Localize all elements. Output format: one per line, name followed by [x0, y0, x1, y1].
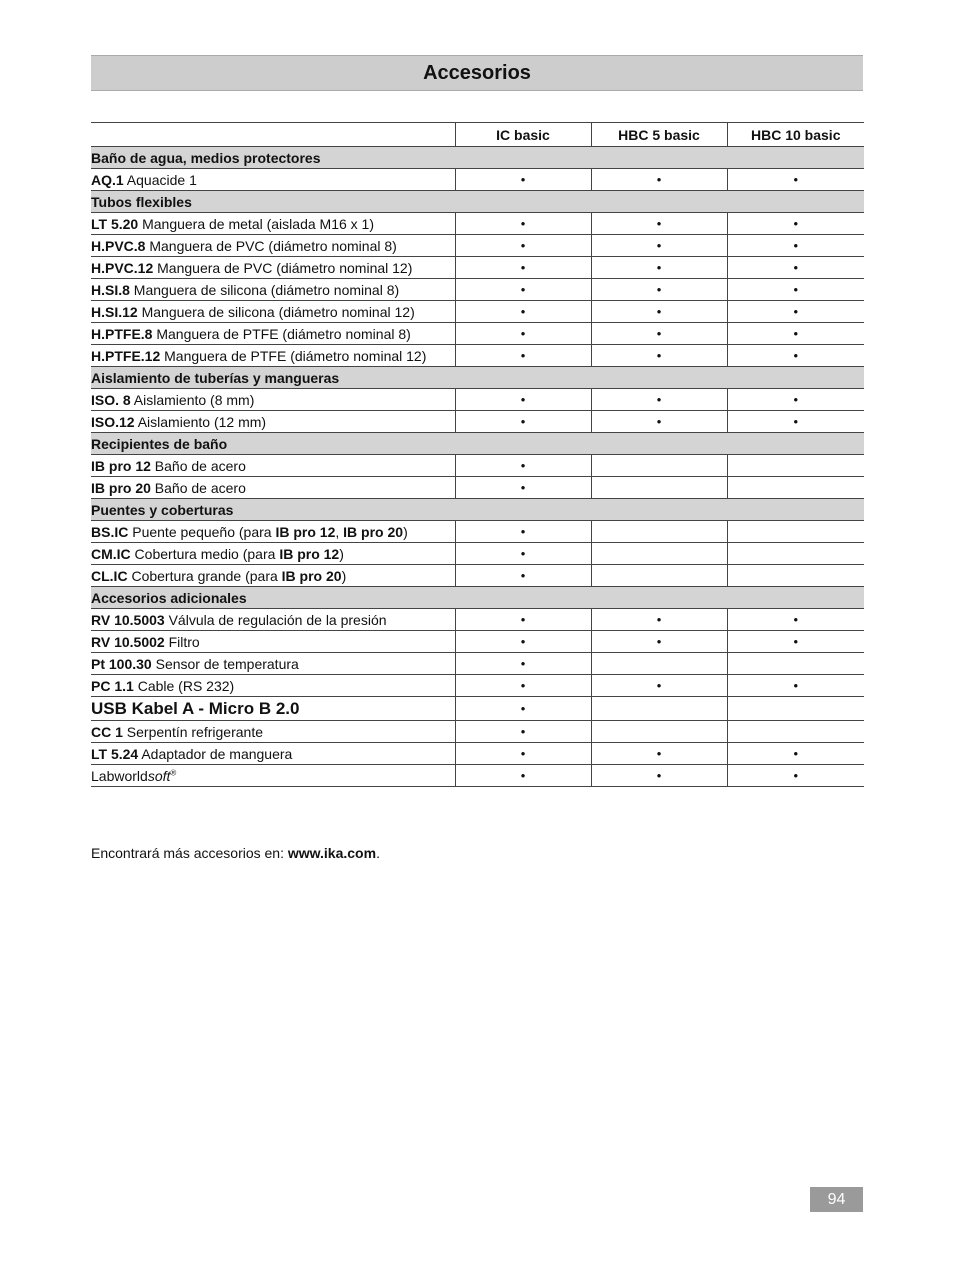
cell-ic-basic: •: [455, 235, 591, 257]
cell-hbc10-basic: [727, 697, 864, 721]
cell-hbc5-basic: •: [591, 631, 727, 653]
item-desc: Puente pequeño (para: [128, 523, 276, 540]
cell-ic-basic: •: [455, 609, 591, 631]
item-name: [91, 721, 455, 743]
cell-ic-basic: •: [455, 411, 591, 433]
cell-hbc5-basic: [591, 565, 727, 587]
cell-ic-basic: •: [455, 169, 591, 191]
cell-ic-basic: •: [455, 697, 591, 721]
item-name: [91, 389, 455, 411]
item-name: [91, 477, 455, 499]
title-bar: [91, 55, 863, 91]
cell-hbc5-basic: [591, 653, 727, 675]
item-code: RV 10.5003: [91, 611, 165, 628]
cell-hbc10-basic: •: [727, 345, 864, 367]
item-name: [91, 323, 455, 345]
table-row: [91, 721, 864, 743]
header-blank: [91, 123, 455, 147]
product-name-italic: soft: [147, 767, 171, 784]
cell-ic-basic: •: [455, 213, 591, 235]
item-code: CC 1: [91, 723, 123, 740]
cell-hbc10-basic: •: [727, 743, 864, 765]
cell-hbc10-basic: •: [727, 213, 864, 235]
table-row: [91, 743, 864, 765]
cell-ic-basic: •: [455, 565, 591, 587]
item-code: H.PVC.12: [91, 259, 154, 276]
item-desc: Manguera de silicona (diámetro nominal 8): [129, 281, 400, 298]
section-row: [91, 499, 864, 521]
item-desc: ,: [335, 523, 344, 540]
item-name: [91, 301, 455, 323]
cell-ic-basic: •: [455, 743, 591, 765]
cell-hbc5-basic: •: [591, 765, 727, 787]
item-name: [91, 765, 455, 787]
cell-ic-basic: •: [455, 477, 591, 499]
cell-hbc10-basic: •: [727, 301, 864, 323]
item-code: H.SI.8: [91, 281, 130, 298]
item-name: [91, 565, 455, 587]
item-desc: Cable (RS 232): [133, 677, 235, 694]
cell-ic-basic: •: [455, 543, 591, 565]
item-code: BS.IC: [91, 523, 129, 540]
section-label: Accesorios adicionales: [91, 587, 864, 609]
cell-hbc10-basic: •: [727, 609, 864, 631]
item-code: AQ.1: [91, 171, 124, 188]
item-code: ISO.12: [91, 413, 135, 430]
cell-hbc10-basic: [727, 477, 864, 499]
cell-hbc10-basic: [727, 455, 864, 477]
cell-ic-basic: •: [455, 301, 591, 323]
table-row: [91, 543, 864, 565]
item-desc: Aislamiento (8 mm): [130, 391, 255, 408]
item-name: USB Kabel A - Micro B 2.0: [91, 697, 455, 721]
cell-ic-basic: •: [455, 345, 591, 367]
item-desc: ): [403, 523, 408, 540]
section-label: Tubos flexibles: [91, 191, 864, 213]
table-row: [91, 213, 864, 235]
item-code: RV 10.5002: [91, 633, 165, 650]
item-name: [91, 743, 455, 765]
cell-ic-basic: •: [455, 257, 591, 279]
cell-ic-basic: •: [455, 675, 591, 697]
section-row: [91, 367, 864, 389]
cell-hbc5-basic: •: [591, 411, 727, 433]
table-row: [91, 411, 864, 433]
section-row: [91, 587, 864, 609]
cell-ic-basic: •: [455, 631, 591, 653]
header-ic-basic: IC basic: [455, 123, 591, 147]
item-desc: Aislamiento (12 mm): [134, 413, 267, 430]
item-desc: Filtro: [164, 633, 200, 650]
item-desc: ): [339, 545, 344, 562]
item-name: [91, 631, 455, 653]
table-header-row: [91, 123, 864, 147]
item-code: LT 5.20: [91, 215, 139, 232]
cell-hbc5-basic: •: [591, 609, 727, 631]
table-row: [91, 235, 864, 257]
item-name: [91, 653, 455, 675]
section-label: Recipientes de baño: [91, 433, 864, 455]
cell-ic-basic: •: [455, 765, 591, 787]
cell-hbc5-basic: •: [591, 169, 727, 191]
table-row: [91, 697, 864, 721]
section-label: Puentes y coberturas: [91, 499, 864, 521]
cell-hbc5-basic: •: [591, 257, 727, 279]
table-row: [91, 565, 864, 587]
cell-hbc5-basic: [591, 455, 727, 477]
table-row: [91, 477, 864, 499]
item-name: [91, 279, 455, 301]
cell-ic-basic: •: [455, 389, 591, 411]
item-desc: Manguera de silicona (diámetro nominal 12): [137, 303, 415, 320]
cell-hbc10-basic: [727, 721, 864, 743]
cell-hbc5-basic: [591, 697, 727, 721]
item-ref: IB pro 20: [343, 523, 404, 540]
item-name: [91, 609, 455, 631]
product-name: Labworld: [91, 767, 148, 784]
cell-hbc10-basic: •: [727, 279, 864, 301]
table-row: [91, 389, 864, 411]
item-desc: Manguera de PVC (diámetro nominal 12): [153, 259, 413, 276]
item-ref: IB pro 12: [279, 545, 340, 562]
item-code: Pt 100.30: [91, 655, 152, 672]
item-code: IB pro 20: [91, 479, 151, 496]
item-desc: Aquacide 1: [123, 171, 197, 188]
cell-hbc5-basic: •: [591, 301, 727, 323]
cell-ic-basic: •: [455, 323, 591, 345]
cell-hbc10-basic: [727, 521, 864, 543]
cell-hbc10-basic: •: [727, 389, 864, 411]
item-code: ISO. 8: [91, 391, 131, 408]
item-ref: IB pro 12: [275, 523, 336, 540]
section-row: [91, 433, 864, 455]
table-row: [91, 279, 864, 301]
section-label: Baño de agua, medios protectores: [91, 147, 864, 169]
cell-hbc10-basic: •: [727, 631, 864, 653]
cell-ic-basic: •: [455, 455, 591, 477]
item-code: IB pro 12: [91, 457, 151, 474]
item-desc: Cobertura medio (para: [130, 545, 280, 562]
page-title: Accesorios: [423, 61, 531, 84]
table-row: [91, 257, 864, 279]
cell-hbc10-basic: •: [727, 169, 864, 191]
item-name: [91, 169, 455, 191]
cell-ic-basic: •: [455, 721, 591, 743]
item-code: PC 1.1: [91, 677, 134, 694]
item-name: [91, 411, 455, 433]
table-row: [91, 521, 864, 543]
item-name: [91, 235, 455, 257]
item-desc: Manguera de PTFE (diámetro nominal 8): [152, 325, 411, 342]
cell-hbc5-basic: •: [591, 389, 727, 411]
item-code: H.PTFE.12: [91, 347, 161, 364]
accessories-table: [91, 122, 864, 787]
item-desc: Baño de acero: [150, 457, 246, 474]
cell-hbc5-basic: [591, 721, 727, 743]
item-code: CM.IC: [91, 545, 131, 562]
cell-hbc10-basic: [727, 543, 864, 565]
cell-hbc5-basic: •: [591, 675, 727, 697]
item-name: [91, 521, 455, 543]
item-desc: Manguera de metal (aislada M16 x 1): [138, 215, 374, 232]
cell-hbc5-basic: [591, 521, 727, 543]
table-row: [91, 323, 864, 345]
item-name: [91, 345, 455, 367]
website-link[interactable]: www.ika.com: [287, 845, 377, 861]
item-name: [91, 213, 455, 235]
table-row: [91, 653, 864, 675]
item-desc: ): [341, 567, 347, 584]
cell-hbc5-basic: •: [591, 279, 727, 301]
cell-hbc10-basic: [727, 653, 864, 675]
cell-hbc10-basic: •: [727, 411, 864, 433]
item-code: H.PTFE.8: [91, 325, 153, 342]
table-row: [91, 301, 864, 323]
cell-hbc10-basic: •: [727, 257, 864, 279]
item-name: [91, 257, 455, 279]
cell-hbc5-basic: [591, 543, 727, 565]
cell-ic-basic: •: [455, 653, 591, 675]
page-number: 94: [810, 1187, 863, 1212]
item-code: H.SI.12: [91, 303, 138, 320]
item-code: H.PVC.8: [91, 237, 146, 254]
table-row: [91, 345, 864, 367]
cell-hbc5-basic: •: [591, 743, 727, 765]
item-name: [91, 455, 455, 477]
cell-hbc5-basic: •: [591, 345, 727, 367]
cell-ic-basic: •: [455, 279, 591, 301]
table-row: [91, 609, 864, 631]
cell-hbc10-basic: •: [727, 765, 864, 787]
item-desc: Manguera de PVC (diámetro nominal 8): [145, 237, 397, 254]
section-row: [91, 147, 864, 169]
item-desc: Sensor de temperatura: [151, 655, 299, 672]
footer-end: .: [376, 845, 380, 861]
item-desc: Válvula de regulación de la presión: [164, 611, 387, 628]
cell-hbc10-basic: [727, 565, 864, 587]
item-desc: Adaptador de manguera: [138, 745, 293, 762]
cell-hbc5-basic: •: [591, 323, 727, 345]
registered-mark: ®: [170, 767, 177, 777]
footer-note: [91, 845, 380, 861]
header-hbc5-basic: HBC 5 basic: [591, 123, 727, 147]
table-row: [91, 631, 864, 653]
cell-hbc5-basic: [591, 477, 727, 499]
item-name: [91, 543, 455, 565]
item-desc: Cobertura grande (para: [127, 567, 282, 584]
section-label: Aislamiento de tuberías y mangueras: [91, 367, 864, 389]
cell-hbc5-basic: •: [591, 213, 727, 235]
item-desc: Manguera de PTFE (diámetro nominal 12): [160, 347, 427, 364]
cell-hbc10-basic: •: [727, 675, 864, 697]
item-code: CL.IC: [91, 567, 128, 584]
table-row: [91, 675, 864, 697]
item-code: LT 5.24: [91, 745, 139, 762]
table-row: [91, 765, 864, 787]
cell-hbc10-basic: •: [727, 235, 864, 257]
header-hbc10-basic: HBC 10 basic: [727, 123, 864, 147]
table-row: [91, 169, 864, 191]
item-name: [91, 675, 455, 697]
table-row: [91, 455, 864, 477]
cell-hbc5-basic: •: [591, 235, 727, 257]
cell-hbc10-basic: •: [727, 323, 864, 345]
section-row: [91, 191, 864, 213]
footer-text: Encontrará más accesorios en:: [91, 845, 288, 861]
cell-ic-basic: •: [455, 521, 591, 543]
item-ref: IB pro 20: [281, 567, 342, 584]
item-desc: Serpentín refrigerante: [122, 723, 263, 740]
item-desc: Baño de acero: [150, 479, 246, 496]
